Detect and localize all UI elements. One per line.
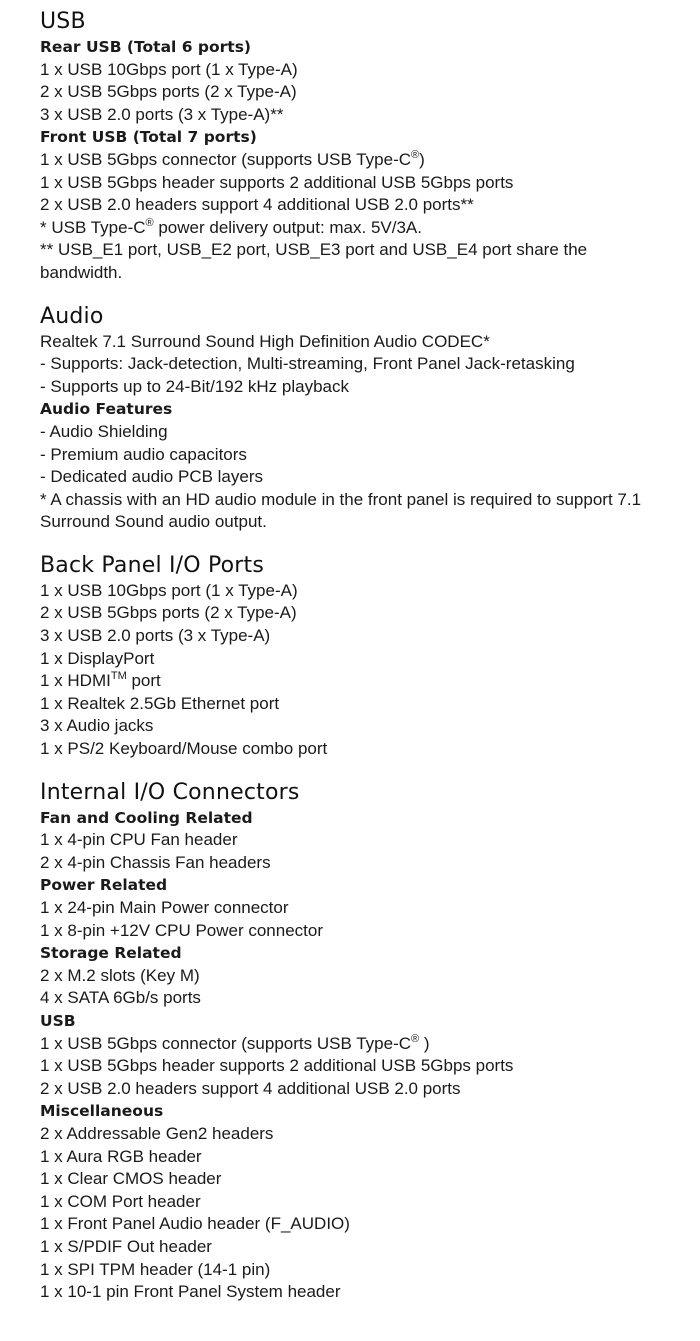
spec-line: 1 x USB 10Gbps port (1 x Type-A) [40, 580, 298, 600]
section-title: Internal I/O Connectors [40, 779, 300, 805]
subheading: Miscellaneous [40, 1102, 164, 1121]
spec-text-after: port [126, 671, 161, 691]
spec-line: 1 x 4-pin CPU Fan header [40, 830, 238, 850]
subheading: Rear USB (Total 6 ports) [40, 38, 252, 56]
spec-line: 2 x Addressable Gen2 headers [40, 1123, 274, 1143]
trademark-mark: ® [411, 1032, 420, 1045]
spec-text: 1 x USB 5Gbps connector (supports USB Type-C [40, 1033, 412, 1053]
spec-line: - Audio Shielding [40, 421, 168, 441]
section-audio [40, 303, 660, 534]
spec-line: 1 x Front Panel Audio header (F_AUDIO) [40, 1214, 350, 1234]
spec-line: 4 x SATA 6Gb/s ports [40, 988, 201, 1008]
spec-line: - Supports: Jack-detection, Multi-streaming, Front Panel Jack-retasking [40, 354, 575, 374]
spec-line: ** USB_E1 port, USB_E2 port, USB_E3 port and USB_E4 port share the bandwidth. [40, 240, 588, 282]
spec-line [40, 149, 660, 172]
spec-line: 1 x S/PDIF Out header [40, 1236, 212, 1256]
trademark-mark: TM [110, 670, 127, 683]
spec-line: - Dedicated audio PCB layers [40, 467, 264, 487]
spec-line [40, 217, 660, 240]
spec-line: 2 x USB 5Gbps ports (2 x Type-A) [40, 603, 297, 623]
section-internal-i-o-connectors [40, 779, 660, 1304]
spec-line: 2 x 4-pin Chassis Fan headers [40, 852, 271, 872]
spec-line [40, 1033, 660, 1056]
spec-text: * USB Type-C [40, 217, 146, 237]
section-usb [40, 8, 660, 285]
spec-line: 2 x M.2 slots (Key M) [40, 965, 200, 985]
spec-line: 3 x Audio jacks [40, 716, 154, 736]
spec-line: 3 x USB 2.0 ports (3 x Type-A)** [40, 104, 284, 124]
trademark-mark: ® [145, 216, 154, 229]
spec-line: 1 x USB 5Gbps header supports 2 additional USB 5Gbps ports [40, 1056, 514, 1076]
spec-text: 1 x HDMI [40, 671, 111, 691]
subheading: Front USB (Total 7 ports) [40, 128, 257, 147]
section-title: USB [40, 9, 86, 34]
spec-line: Realtek 7.1 Surround Sound High Definition Audio CODEC* [40, 331, 490, 351]
spec-line: 1 x DisplayPort [40, 648, 155, 668]
subheading: Storage Related [40, 944, 182, 963]
spec-line [40, 670, 660, 693]
spec-line: 2 x USB 2.0 headers support 4 additional USB 2.0 ports [40, 1078, 461, 1098]
subheading: Power Related [40, 876, 168, 895]
spec-line: 1 x USB 10Gbps port (1 x Type-A) [40, 59, 298, 79]
spec-line: 1 x 10-1 pin Front Panel System header [40, 1282, 341, 1302]
spec-line: 1 x Realtek 2.5Gb Ethernet port [40, 693, 280, 713]
spec-line: 1 x PS/2 Keyboard/Mouse combo port [40, 739, 328, 759]
section-title: Back Panel I/O Ports [40, 552, 265, 578]
spec-line: 1 x COM Port header [40, 1191, 201, 1211]
spec-text-after: ) [419, 149, 425, 169]
spec-line: 1 x 24-pin Main Power connector [40, 898, 289, 917]
subheading: USB [40, 1011, 76, 1030]
spec-line: 1 x 8-pin +12V CPU Power connector [40, 920, 324, 940]
spec-line: 2 x USB 2.0 headers support 4 additional USB 2.0 ports** [40, 195, 474, 215]
spec-line: * A chassis with an HD audio module in the front panel is required to support 7.1 Surround Sound audio output. [40, 489, 642, 532]
spec-line: 1 x Aura RGB header [40, 1146, 202, 1166]
spec-text-after: power delivery output: max. 5V/3A. [153, 217, 422, 237]
subheading: Audio Features [40, 400, 173, 419]
spec-line: - Premium audio capacitors [40, 444, 247, 464]
spec-line: 1 x Clear CMOS header [40, 1169, 222, 1189]
spec-line: 1 x USB 5Gbps header supports 2 additional USB 5Gbps ports [40, 172, 514, 192]
subheading: Fan and Cooling Related [40, 808, 253, 827]
section-title: Audio [40, 303, 104, 329]
spec-line: 3 x USB 2.0 ports (3 x Type-A) [40, 626, 271, 646]
trademark-mark: ® [411, 148, 420, 161]
spec-text: 1 x USB 5Gbps connector (supports USB Type-C [40, 149, 412, 169]
spec-line: 1 x SPI TPM header (14-1 pin) [40, 1259, 271, 1279]
spec-text-after: ) [419, 1033, 430, 1053]
spec-line: - Supports up to 24-Bit/192 kHz playback [40, 376, 349, 396]
section-back-panel-i-o-ports [40, 552, 660, 761]
spec-line: 2 x USB 5Gbps ports (2 x Type-A) [40, 82, 297, 102]
